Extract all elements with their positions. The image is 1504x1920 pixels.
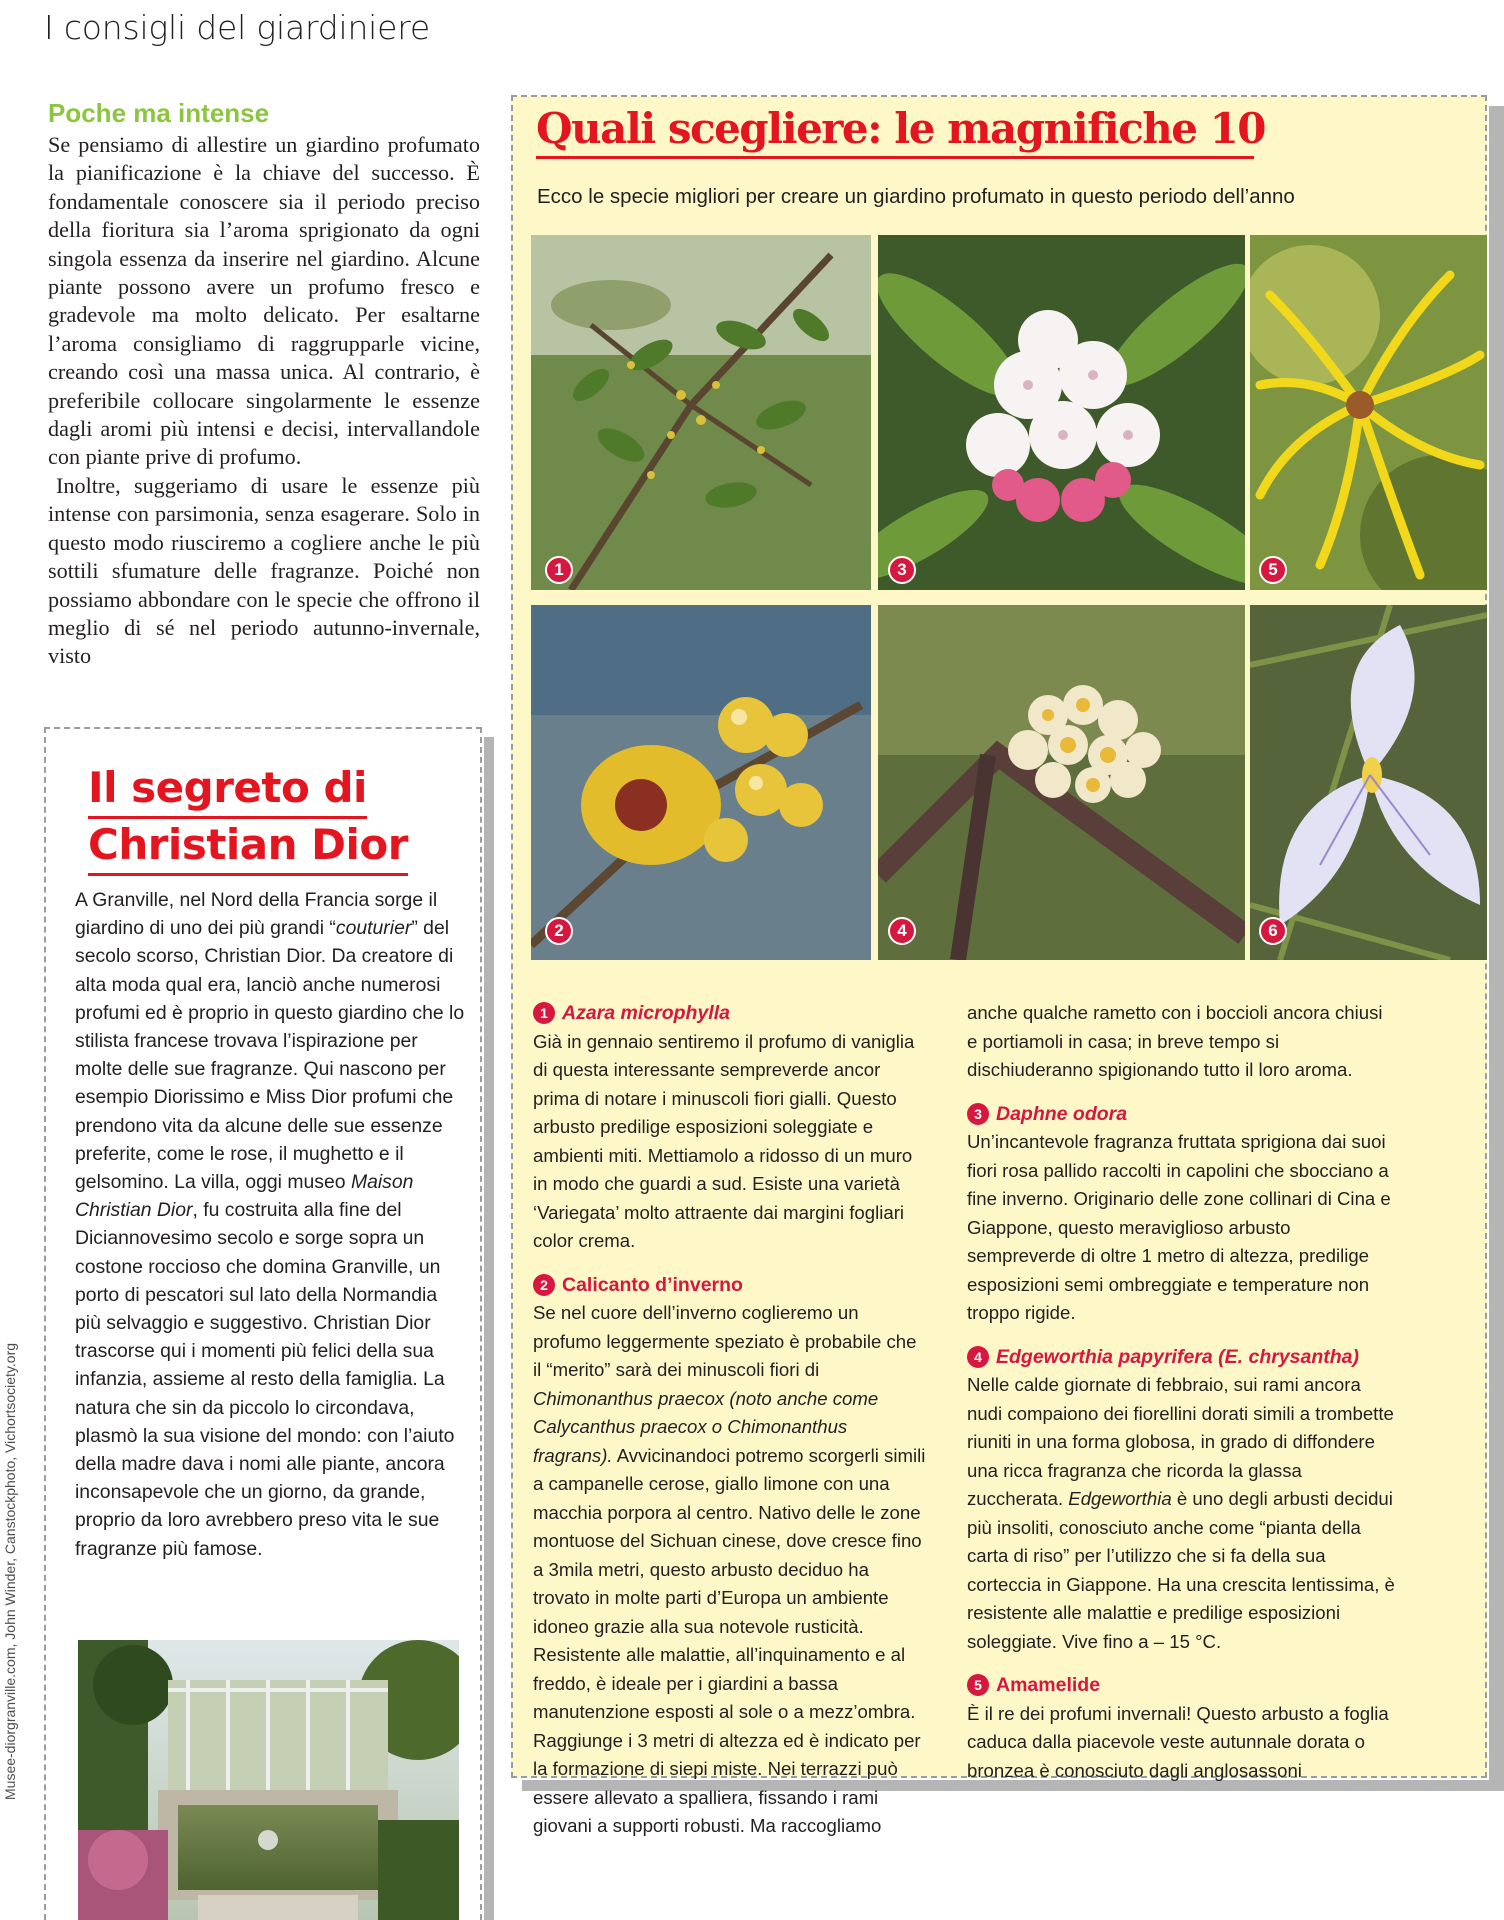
- description-text: Nelle calde giornate di febbraio, sui rami ancora nudi compaiono dei fiorellini dorati simili a trombette riuniti in una forma globosa, in grado di diffondere una ricca fragranza che ricorda la glassa zuccherata.: [967, 1374, 1394, 1509]
- photo-number-badge: 2: [545, 917, 573, 945]
- photo-credit: Musee-diorgranville.com, John Winder, Canstockphoto, Vichortsociety.org: [2, 1342, 18, 1800]
- species-name: Edgeworthia papyrifera (E. chrysantha): [996, 1345, 1360, 1368]
- photo-iris: [1250, 605, 1487, 960]
- section-title: I consigli del giardiniere: [44, 8, 430, 47]
- dior-title-line-2: Christian Dior: [88, 819, 408, 876]
- species-name: Daphne odora: [996, 1102, 1128, 1125]
- species-name: Azara microphylla: [562, 1002, 730, 1024]
- description-text-italic: Chimonanthus praecox (noto anche come Calycanthus praecox o Chimonanthus fragrans).: [533, 1387, 879, 1466]
- photo-number-badge: 1: [545, 556, 573, 584]
- description-text-italic: Edgeworthia: [1068, 1488, 1172, 1509]
- species-description: Già in gennaio sentiremo il profumo di vaniglia di questa interessante sempreverde ancor prima di notare i minuscoli fiori gialli. Questo arbusto predilige esposizioni soleggiate e ambienti miti. Mettiamolo a ridosso di un muro in modo che guardi a sud. Esiste una varietà ‘Variegata’ molto attraente dai margini fogliari color crema.: [533, 1030, 915, 1251]
- species-heading: [533, 1271, 928, 1300]
- intro-heading: Poche ma intense: [48, 98, 270, 128]
- photo-number-badge: 5: [1259, 556, 1287, 584]
- species-heading: [967, 1671, 1397, 1700]
- species-entry-3: [967, 1100, 1397, 1328]
- intro-paragraph-1: Se pensiamo di allestire un giardino profumato la pianificazione è la chiave del successo. È fondamentale conoscere sia il periodo preciso della fioritura sia l’aroma sprigionato da ogni singola essenza da inserire nel giardino. Alcune piante possono avere un profumo fresco e gradevole ma molto delicato. Per esaltarne l’aroma consigliamo di raggrupparle vicine, creando così una massa unica. Al contrario, è preferibile collocare singolarmente le essenze dagli aromi più intensi e decisi, intervallandole con piante prive di profumo.: [48, 132, 480, 470]
- intro-article: [48, 98, 480, 671]
- photo-calicanto: [531, 605, 871, 960]
- description-text: Se nel cuore dell’inverno coglieremo un profumo leggermente speziato è probabile che il “merito” sarà dei minuscoli fiori di: [533, 1302, 917, 1380]
- number-bullet: 3: [967, 1103, 989, 1125]
- dior-text: ” del secolo scorso, Christian Dior. Da creatore di alta moda qual era, lanciò anche numerosi profumi ed è proprio in questo giardino che lo stilista francese trovava l’ispirazione per molte delle sue fragranze. Qui nascono per esempio Diorissimo e Miss Dior profumi che prendono vita da alcune delle sue essenze preferite, come le rose, il mughetto e il gelsomino. La villa, oggi museo: [75, 917, 465, 1194]
- dior-text-italic: Maison Christian Dior: [75, 1171, 414, 1222]
- title-underline: [536, 156, 1254, 159]
- species-description: Un’incantevole fragranza fruttata sprigiona dai suoi fiori rosa pallido raccolti in capolini che sbocciano a fine inverno. Originario delle zone collinari di Cina e Giappone, questo meraviglioso arbusto sempreverde di oltre 1 metro di altezza, predilige esposizioni semi ombreggiate e temperature non troppo rigide.: [967, 1131, 1391, 1323]
- species-entry-2: [533, 1271, 928, 1841]
- species-heading: [967, 1343, 1397, 1372]
- dior-garden-photo: [78, 1640, 459, 1920]
- intro-paragraph-2: Inoltre, suggeriamo di usare le essenze più intense con parsimonia, senza esagerare. Solo in questo modo riusciremo a cogliere anche le più sottili sfumature delle fragranze. Poiché non possiamo abbondare con le specie che offrono il meglio di sé nel periodo autunno-invernale, visto: [48, 472, 480, 669]
- species-description: [967, 1371, 1397, 1656]
- number-bullet: 5: [967, 1674, 989, 1696]
- species-name: Calicanto d’inverno: [562, 1273, 743, 1296]
- species-column-2: [967, 999, 1397, 1800]
- number-bullet: 4: [967, 1346, 989, 1368]
- main-title: Quali scegliere: le magnifiche 10: [536, 104, 1266, 153]
- description-text: è uno degli arbusti decidui più insoliti, conosciuto anche come “pianta della carta di riso” per l’utilizzo che si fa della sua corteccia in Giappone. Ha una crescita lentissima, è resistente alle malattie e predilige esposizioni soleggiate. Vive fino a – 15 °C.: [967, 1488, 1395, 1652]
- species-description: È il re dei profumi invernali! Questo arbusto a foglia caduca dalla piacevole veste autunnale dorata o bronzea è conosciuto dagli anglosassoni: [967, 1702, 1389, 1781]
- species-name: Amamelide: [996, 1674, 1101, 1696]
- species-heading: [533, 999, 928, 1028]
- species-column-1: [533, 999, 928, 1856]
- dior-text-italic: couturier: [335, 917, 412, 940]
- dior-text: , fu costruita alla fine del Diciannovesimo secolo e sorge sopra un costone roccioso che domina Granville, un porto di pescatori sul lato della Normandia più selvaggio e suggestivo. Christian Dior trascorse qui i momenti più felici della sua infanzia, assieme al resto della famiglia. La natura che sin da piccolo lo circondava, plasmò la sua visione del mondo: con l’aiuto della madre dava i nomi alle piante, ancora inconsapevole che un giorno, da grande, proprio da loro avrebbero preso vita le sue fragranze più famose.: [75, 1199, 455, 1560]
- species-entry-4: [967, 1343, 1397, 1657]
- photo-number-badge: 3: [888, 556, 916, 584]
- dior-box-shadow: [484, 737, 494, 1920]
- photo-number-badge: 4: [888, 917, 916, 945]
- photo-edgeworthia: [878, 605, 1245, 960]
- species-entry-5: [967, 1671, 1397, 1785]
- dior-text: A Granville, nel Nord della Francia sorge il giardino di uno dei più grandi “: [75, 889, 438, 940]
- photo-azara: [531, 235, 871, 590]
- species-description: [533, 1299, 928, 1841]
- species-entry-2-continued: anche qualche rametto con i boccioli ancora chiusi e portiamoli in casa; in breve tempo si dischiuderanno spigionando tutto il loro aroma.: [967, 1002, 1383, 1080]
- dior-title-line-1: Il segreto di: [88, 762, 367, 819]
- photo-daphne: [878, 235, 1245, 590]
- species-entry-1: [533, 999, 928, 1256]
- description-text: Avvicinandoci potremo scorgerli simili a campanelle cerose, giallo limone con una macchia porpora al centro. Nativo delle le zone montuose del Sichuan cinese, dove cresce fino a 3mila metri, questo arbusto deciduo ha trovato in molte parti d’Europa un ambiente idoneo grazie alla sua notevole rusticità. Resistente alle malattie, all’inquinamento e al freddo, è ideale per i giardini a bassa manutenzione esposti al sole o a mezz’ombra. Raggiunge i 3 metri di altezza ed è indicato per la formazione di siepi miste. Nei terrazzi può essere allevato a spalliera, fissando i rami giovani a supporti robusti. Ma raccogliamo: [533, 1444, 926, 1836]
- number-bullet: 1: [533, 1002, 555, 1024]
- dior-body: [75, 886, 465, 1563]
- number-bullet: 2: [533, 1274, 555, 1296]
- main-subtitle: Ecco le specie migliori per creare un giardino profumato in questo periodo dell’anno: [537, 185, 1295, 208]
- species-heading: [967, 1100, 1397, 1129]
- intro-body: [48, 131, 480, 671]
- photo-number-badge: 6: [1259, 917, 1287, 945]
- main-panel-shadow: [1489, 106, 1504, 1788]
- dior-title: [88, 762, 408, 876]
- photo-amamelide: [1250, 235, 1487, 590]
